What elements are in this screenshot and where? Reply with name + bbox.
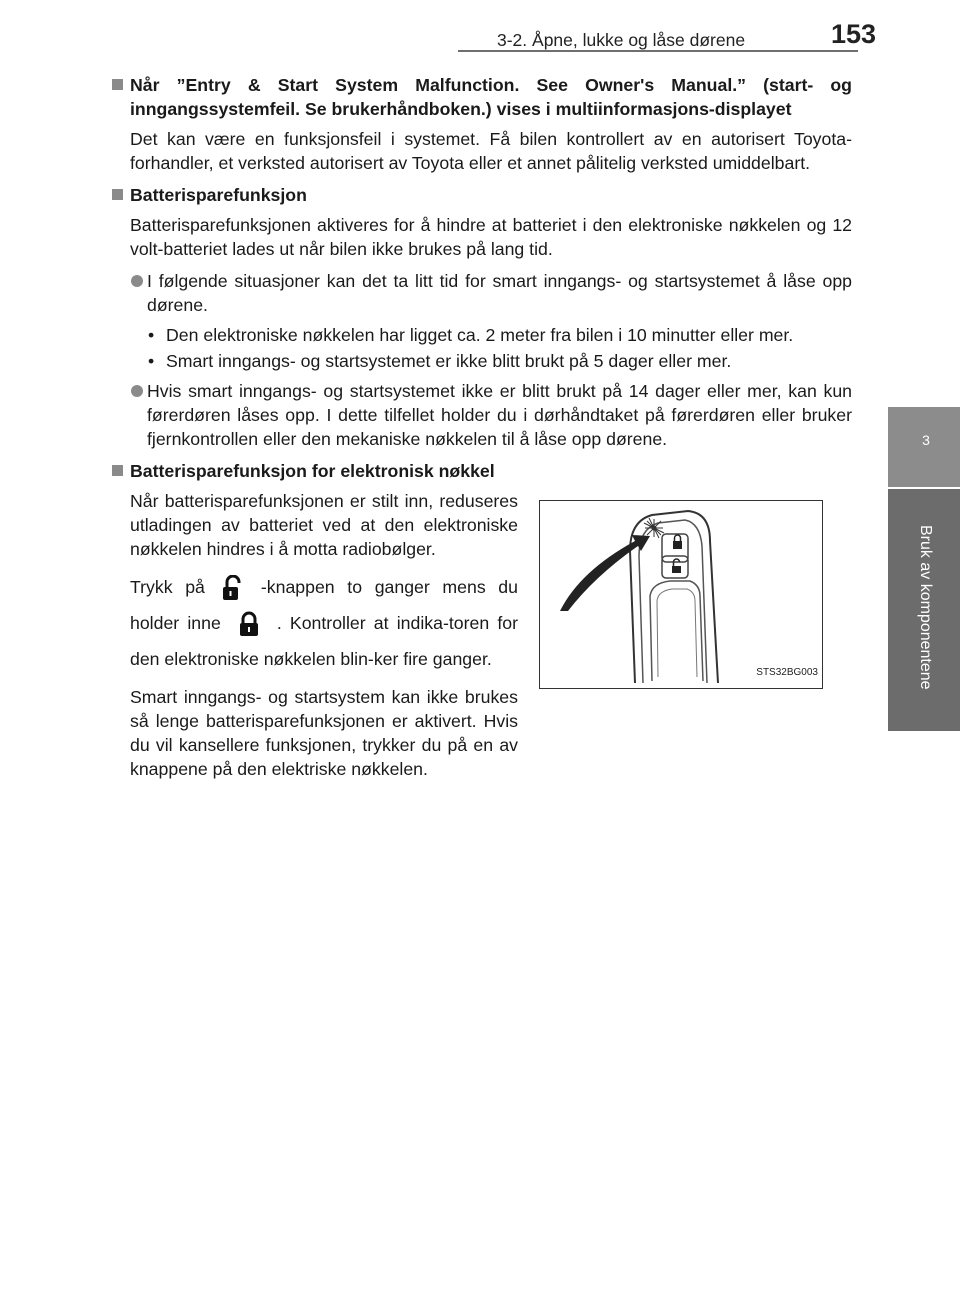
section-title: 3-2. Åpne, lukke og låse dørene xyxy=(497,30,746,50)
lock-icon xyxy=(235,611,263,637)
circle-bullet-icon xyxy=(131,385,143,397)
section-heading xyxy=(110,459,852,483)
left-column xyxy=(130,489,518,789)
section-heading xyxy=(110,183,852,207)
square-bullet-icon xyxy=(112,465,123,476)
page-number: 153 xyxy=(831,19,877,49)
text-run: . Kontroller at indika-toren for den elektroniske nøkkelen blin-ker fire ganger. xyxy=(130,613,518,669)
heading-text: Batterisparefunksjon xyxy=(130,185,307,205)
square-bullet-icon xyxy=(112,189,123,200)
bullet-item xyxy=(110,269,852,317)
figure-code: STS32BG003 xyxy=(756,667,818,678)
electronic-key-drawing xyxy=(540,501,822,688)
chapter-title: Bruk av komponentene xyxy=(917,525,934,690)
bullet-text: I følgende situasjoner kan det ta litt tid for smart inngangs- og startsystemet å låse opp dørene. xyxy=(147,271,852,315)
body-paragraph: Batterisparefunksjonen aktiveres for å hindre at batteriet i den elektroniske nøkkelen og 12 volt-batteriet lades ut når bilen ikke brukes på lang tid. xyxy=(130,215,852,259)
circle-bullet-icon xyxy=(131,275,143,287)
body-paragraph: Det kan være en funksjonsfeil i systemet. Få bilen kontrollert av en autorisert Toyota-forhandler, et verksted autorisert av Toyota eller et annet pålitelig verksted umiddelbart. xyxy=(130,129,852,173)
sub-bullet-mark: • xyxy=(148,325,155,345)
sub-text: Den elektroniske nøkkelen har ligget ca. 2 meter fra bilen i 10 minutter eller mer. xyxy=(166,325,794,345)
body-paragraph: Smart inngangs- og startsystem kan ikke brukes så lenge batterisparefunksjonen er aktivert. Hvis du vil kansellere funksjonen, trykker du på en av knappene på den elektriske nøkkelen. xyxy=(130,687,518,779)
sub-bullet-mark: • xyxy=(148,351,155,371)
two-column-block xyxy=(110,489,852,859)
body-paragraph: Når batterisparefunksjonen er stilt inn, reduseres utladingen av batteriet ved at den elektroniske nøkkelen hindres i å motta radiobølger. xyxy=(130,491,518,559)
text-run: -knappen to ganger mens du holder inne xyxy=(130,577,518,633)
bullet-item xyxy=(110,379,852,451)
heading-text: Batterisparefunksjon for elektronisk nøkkel xyxy=(130,461,495,481)
unlock-icon xyxy=(219,575,247,601)
chapter-number: 3 xyxy=(922,432,930,448)
square-bullet-icon xyxy=(112,79,123,90)
heading-text: Når ”Entry & Start System Malfunction. See Owner's Manual.” (start- og inngangssystemfeil. Se brukerhåndboken.) vises i multiinformasjons-displayet xyxy=(130,75,852,119)
page-content xyxy=(110,73,852,859)
sub-item xyxy=(110,323,852,347)
sub-item xyxy=(110,349,852,373)
key-illustration xyxy=(539,500,823,689)
text-run: Trykk på xyxy=(130,577,205,597)
sub-text: Smart inngangs- og startsystemet er ikke blitt brukt på 5 dager eller mer. xyxy=(166,351,732,371)
bullet-text: Hvis smart inngangs- og startsystemet ikke er blitt brukt på 14 dager eller mer, kan kun førerdøren låses opp. I dette tilfellet holder du i dørhåndtaket på førerdøren eller bruker fjernkontrollen eller den mekaniske nøkkelen til å låse opp dørene. xyxy=(147,381,852,449)
body-paragraph-with-icons xyxy=(130,569,518,677)
section-heading xyxy=(110,73,852,121)
